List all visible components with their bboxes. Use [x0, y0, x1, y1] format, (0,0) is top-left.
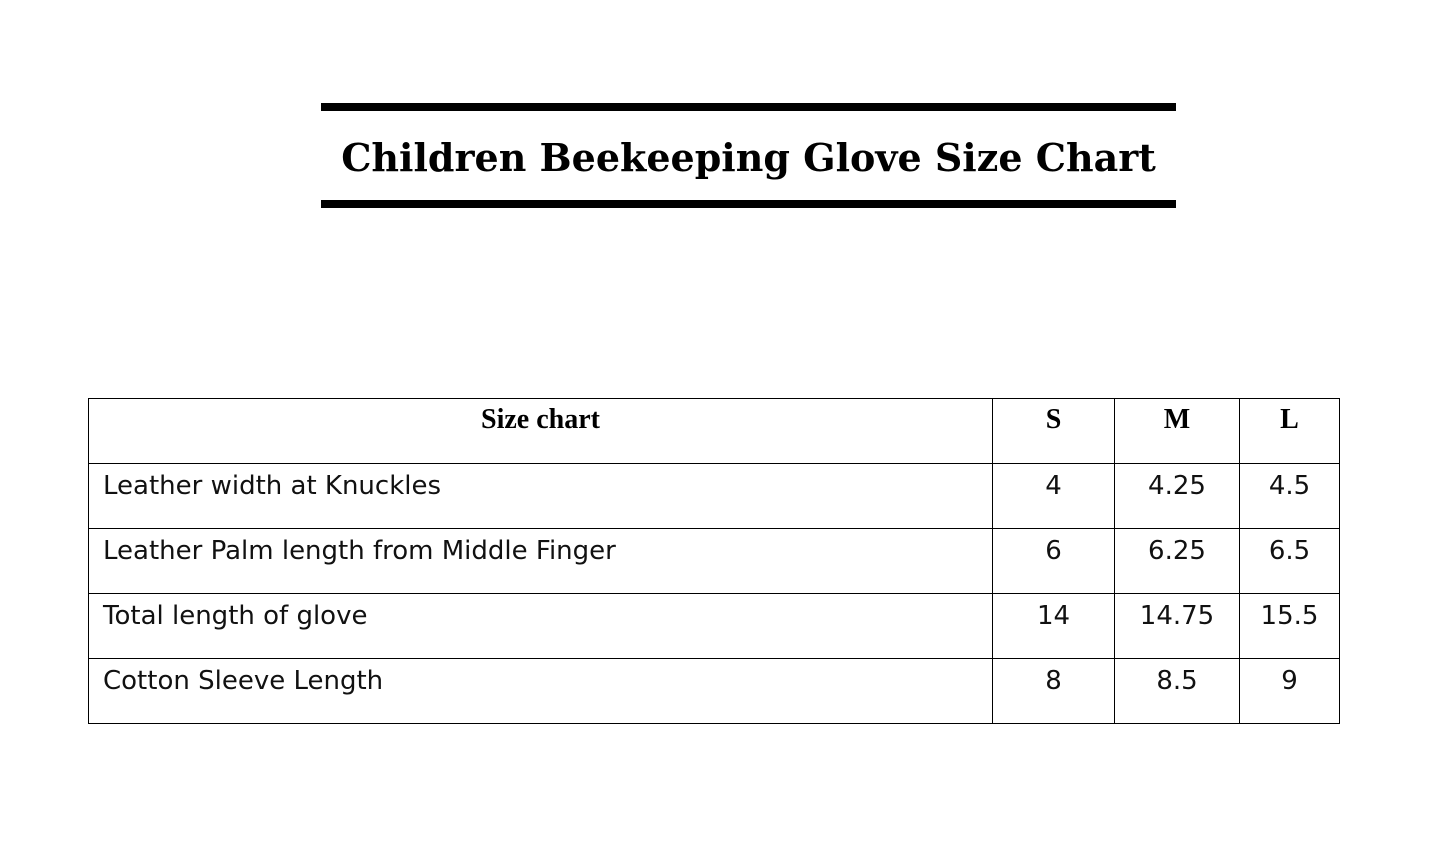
header-size-s: S [993, 399, 1115, 464]
value-s: 14 [993, 594, 1115, 659]
size-chart-table [88, 398, 1340, 724]
value-s: 6 [993, 529, 1115, 594]
value-l: 15.5 [1240, 594, 1340, 659]
value-m: 4.25 [1115, 464, 1240, 529]
row-label: Leather width at Knuckles [89, 464, 993, 529]
title-block [321, 103, 1176, 209]
value-l: 4.5 [1240, 464, 1340, 529]
row-label: Leather Palm length from Middle Finger [89, 529, 993, 594]
row-label: Cotton Sleeve Length [89, 659, 993, 724]
header-size-m: M [1115, 399, 1240, 464]
title-top-rule [321, 103, 1176, 111]
value-m: 6.25 [1115, 529, 1240, 594]
header-label-cell: Size chart [89, 399, 993, 464]
page-title: Children Beekeeping Glove Size Chart [341, 135, 1156, 180]
value-l: 6.5 [1240, 529, 1340, 594]
value-m: 14.75 [1115, 594, 1240, 659]
table-row [89, 659, 1340, 724]
value-s: 4 [993, 464, 1115, 529]
header-size-l: L [1240, 399, 1340, 464]
value-m: 8.5 [1115, 659, 1240, 724]
row-label: Total length of glove [89, 594, 993, 659]
table-header-row [89, 399, 1340, 464]
table-row [89, 594, 1340, 659]
table-row [89, 464, 1340, 529]
value-l: 9 [1240, 659, 1340, 724]
table-row [89, 529, 1340, 594]
value-s: 8 [993, 659, 1115, 724]
title-bottom-rule [321, 200, 1176, 208]
